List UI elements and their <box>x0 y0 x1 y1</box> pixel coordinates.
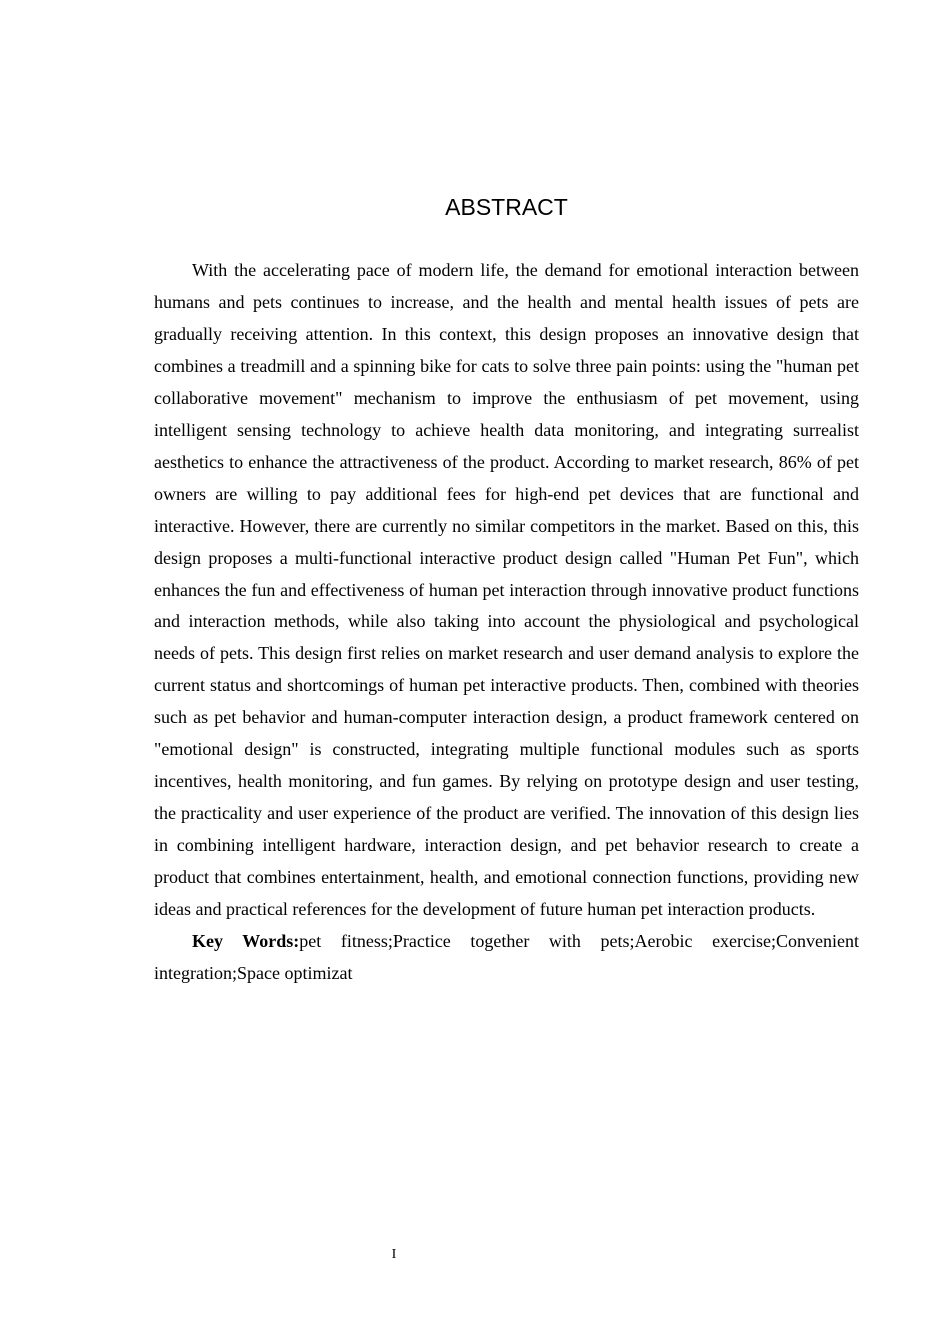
keywords-paragraph <box>154 926 859 990</box>
abstract-title: ABSTRACT <box>445 194 568 220</box>
keywords-text: pet fitness;Practice together with pets;Aerobic exercise;Convenient integration;Space optimizat <box>154 931 860 983</box>
page-number: I <box>391 1247 397 1262</box>
abstract-paragraph: With the accelerating pace of modern life, the demand for emotional interaction between humans and pets continues to increase, and the health and mental health issues of pets are gradually receiving attention. In this context, this design proposes an innovative design that combines a treadmill and a spinning bike for cats to solve three pain points: using the "human pet collaborative movement" mechanism to improve the enthusiasm of pet movement, using intelligent sensing technology to achieve health data monitoring, and integrating surrealist aesthetics to enhance the attractiveness of the product. According to market research, 86% of pet owners are willing to pay additional fees for high-end pet devices that are functional and interactive. However, there are currently no similar competitors in the market. Based on this, this design proposes a multi-functional interactive product design called "Human Pet Fun", which enhances the fun and effectiveness of human pet interaction through innovative product functions and interaction methods, while also taking into account the physiological and psychological needs of pets. This design first relies on market research and user demand analysis to explore the current status and shortcomings of human pet interactive products. Then, combined with theories such as pet behavior and human-computer interaction design, a product framework centered on "emotional design" is constructed, integrating multiple functional modules such as sports incentives, health monitoring, and fun games. By relying on prototype design and user testing, the practicality and user experience of the product are verified. The innovation of this design lies in combining intelligent hardware, interaction design, and pet behavior research to create a product that combines entertainment, health, and emotional connection functions, providing new ideas and practical references for the development of future human pet interaction products. <box>154 260 859 920</box>
abstract-body <box>154 255 859 990</box>
keywords-label: Key Words: <box>192 931 300 952</box>
